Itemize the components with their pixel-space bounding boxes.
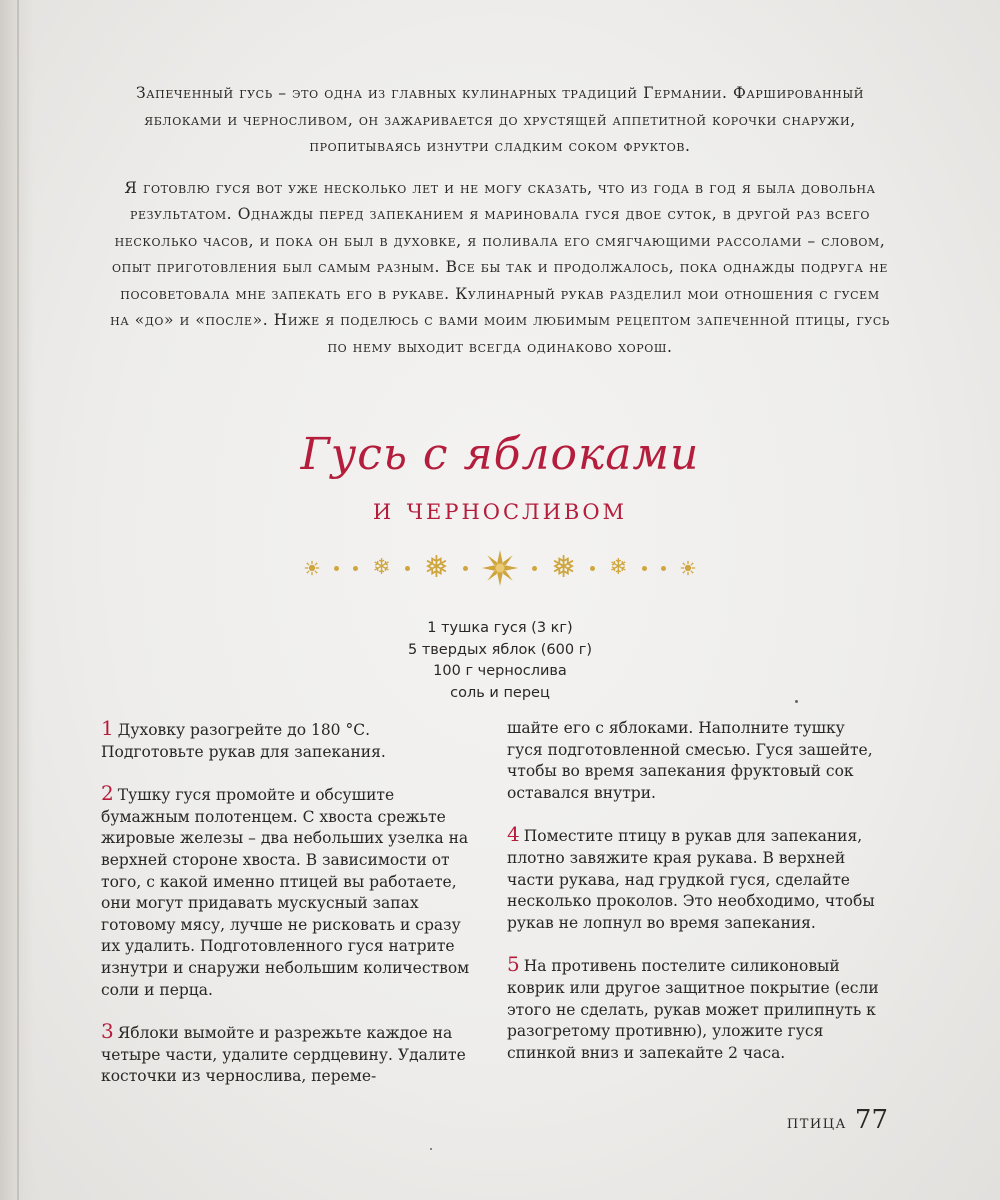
step-text: Поместите птицу в рукав для запекания, плотно завяжите края рукава. В верхней части рукава, над грудкой гуся, сделайте несколько проколов. Это необходимо, чтобы рукав не лопнул во время запекания. bbox=[507, 827, 875, 932]
recipe-title bbox=[150, 425, 850, 535]
recipe-step bbox=[507, 824, 883, 934]
snowflake-icon: ❄ bbox=[609, 555, 628, 580]
step-number: 1 bbox=[101, 716, 114, 740]
intro-text bbox=[110, 80, 890, 375]
step-text: На противень постелите силиконовый коврик или другое защитное покрытие (если этого не сделать, рукав может прилипнуть к разогретому противню), уложите гуся спинкой вниз и запекайте 2 часа. bbox=[507, 957, 879, 1062]
ornament-dot bbox=[661, 566, 666, 571]
recipe-step bbox=[101, 1021, 477, 1088]
steps-column-left bbox=[101, 718, 477, 1108]
recipe-title-line-1: Гусь с яблоками bbox=[300, 429, 700, 480]
star-burst-icon bbox=[482, 550, 518, 586]
ornament-dot bbox=[532, 566, 537, 571]
recipe-title-line-2: и черносливом bbox=[372, 492, 628, 527]
paper-speck bbox=[795, 700, 798, 703]
steps-column-right bbox=[507, 718, 883, 1084]
snowflake-icon: ❅ bbox=[423, 550, 449, 585]
recipe-step bbox=[507, 954, 883, 1064]
ingredients-list bbox=[300, 618, 700, 704]
ingredient-item: 1 тушка гуся (3 кг) bbox=[427, 620, 573, 636]
ornament-dot bbox=[590, 566, 595, 571]
snowflake-icon: ❄ bbox=[372, 555, 391, 580]
small-sun-icon bbox=[680, 560, 696, 576]
small-sun-icon bbox=[304, 560, 320, 576]
intro-paragraph-1: Запеченный гусь – это одна из главных кулинарных традиций Германии. Фаршированный яблоками и черносливом, он зажаривается до хрустящей аппетитной корочки снаружи, пропитываясь изнутри сладким соком фруктов. bbox=[135, 84, 864, 155]
step-number: 3 bbox=[101, 1019, 114, 1044]
snowflake-icon: ❅ bbox=[551, 550, 577, 585]
recipe-step bbox=[101, 783, 477, 1001]
step-number: 2 bbox=[101, 781, 114, 806]
snowflake-ornament bbox=[300, 545, 700, 591]
ingredient-item: 5 твердых яблок (600 г) bbox=[407, 641, 592, 658]
ingredient-item: 100 г чернослива bbox=[433, 663, 567, 679]
recipe-step-continued bbox=[507, 718, 883, 804]
recipe-step bbox=[101, 718, 477, 763]
paper-speck bbox=[430, 1148, 432, 1150]
step-text: Яблоки вымойте и разрежьте каждое на четыре части, удалите сердцевину. Удалите косточки из чернослива, переме- bbox=[101, 1024, 466, 1086]
ornament-dot bbox=[405, 566, 410, 571]
spine-crease bbox=[17, 0, 19, 1200]
page-footer bbox=[787, 1105, 888, 1135]
step-number: 5 bbox=[507, 952, 520, 977]
section-label: птица bbox=[786, 1112, 847, 1133]
intro-paragraph-2: Я готовлю гуся вот уже несколько лет и не могу сказать, что из года в год я была довольна результатом. Однажды перед запеканием я мариновала гуся двое суток, в другой раз всего несколько часов, и пока он был в духовке, я поливала его смягчающими рассолами – словом, опыт приготовления был самым разным. Все бы так и продолжалось, пока однажды подруга не посоветовала мне запекать его в рукаве. Кулинарный рукав разделил мои отношения с гусем на «до» и «после». Ниже я поделюсь с вами моим любимым рецептом запеченной птицы, гусь по нему выходит всегда одинаково хорош. bbox=[110, 178, 890, 356]
ornament-dot bbox=[334, 566, 339, 571]
page-number: 77 bbox=[854, 1105, 888, 1135]
step-text: шайте его с яблоками. Наполните тушку гуся подготовленной смесью. Гуся зашейте, чтобы во время запекания фруктовый сок оставался внутри. bbox=[507, 719, 873, 802]
step-text: Духовку разогрейте до 180 °С. Подготовьте рукав для запекания. bbox=[101, 721, 386, 761]
ornament-dot bbox=[642, 566, 647, 571]
ingredient-item: соль и перец bbox=[450, 684, 550, 701]
step-text: Тушку гуся промойте и обсушите бумажным полотенцем. С хвоста срежьте жировые железы – два небольших узелка на верхней стороне хвоста. В зависимости от того, с какой именно птицей вы работаете, они могут придавать мускусный запах готовому мясу, лучше не рисковать и сразу их удалить. Подготовленного гуся натрите изнутри и снаружи небольшим количеством соли и перца. bbox=[101, 786, 470, 999]
ornament-dot bbox=[463, 566, 468, 571]
step-number: 4 bbox=[507, 822, 520, 847]
ornament-dot bbox=[353, 566, 358, 571]
